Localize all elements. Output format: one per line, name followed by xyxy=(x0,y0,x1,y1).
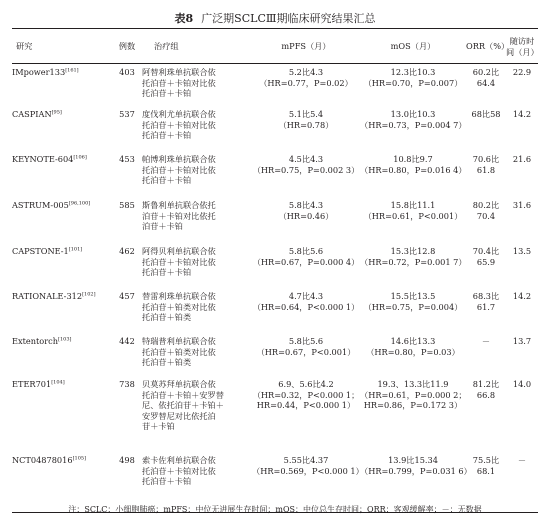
cell-mpfs xyxy=(252,63,360,105)
mpfs-value: 5.55比4.37 xyxy=(283,455,329,465)
cell-study xyxy=(12,150,112,196)
cell-orr: 68比58 xyxy=(471,109,501,119)
regimen-line: 托泊苷＋卡铂对比依 xyxy=(142,465,216,476)
reference-superscript: [96,100] xyxy=(68,200,91,207)
mpfs-value: 5.8比4.3 xyxy=(288,200,324,210)
cell-mpfs xyxy=(252,150,360,196)
regimen-line: 阿替利珠单抗联合依 xyxy=(142,67,216,77)
cell-study xyxy=(12,375,112,451)
reference-superscript: [103] xyxy=(58,336,72,343)
mpfs-value: 6.9、5.6比4.2 xyxy=(278,379,334,389)
regimen-line: 托泊苷＋卡铂对比依 xyxy=(142,77,216,88)
cell-mos xyxy=(360,63,466,105)
cell-mos xyxy=(360,150,466,196)
cell-regimen xyxy=(142,150,252,196)
col-header-regimen: 治疗组 xyxy=(154,41,179,52)
mos-value: 12.3比10.3 xyxy=(390,67,436,77)
mos-stat: （HR=0.70，P=0.007） xyxy=(363,77,463,88)
mos-value: 15.5比13.5 xyxy=(390,291,436,301)
cell-n: 498 xyxy=(119,455,135,465)
mos-stat: （HR=0.80，P=0.016 4） xyxy=(360,164,467,175)
cell-regimen xyxy=(142,287,252,332)
cell-followup: 14.0 xyxy=(512,379,532,389)
mpfs-value: 5.2比4.3 xyxy=(288,67,324,77)
cell-mos xyxy=(360,375,466,451)
study-name: IMpower133 xyxy=(12,67,66,77)
regimen-line: 尼、依托泊苷＋卡铂＋ xyxy=(142,400,224,410)
regimen-line: 托泊苷＋铂类 xyxy=(142,357,192,367)
cell-mos xyxy=(360,332,466,375)
cell-n: 453 xyxy=(119,154,135,164)
mos-stat: （HR=0.73，P=0.004 7） xyxy=(360,119,467,130)
mpfs-value: 5.8比5.6 xyxy=(288,246,324,256)
table-row xyxy=(12,63,538,105)
regimen-line: 帕博利珠单抗联合依 xyxy=(142,154,216,164)
regimen-line: 贝莫苏拜单抗联合依 xyxy=(142,379,216,389)
mos-stat: （HR=0.80，P=0.03） xyxy=(366,346,460,357)
mpfs-value: 4.7比4.3 xyxy=(288,291,324,301)
header-row xyxy=(12,30,538,63)
reference-superscript: [102] xyxy=(82,291,96,298)
cell-n: 537 xyxy=(119,109,135,119)
mos-stat: （HR=0.61，P<0.001） xyxy=(363,210,463,221)
regimen-line: 托泊苷＋卡铂对比依 xyxy=(142,119,216,130)
cell-followup: 13.5 xyxy=(512,246,532,256)
table-row xyxy=(12,196,538,242)
mos-value: 15.3比12.8 xyxy=(390,246,436,256)
mos-value: 13.9比15.34 xyxy=(388,455,438,465)
regimen-line: 泊苷＋卡铂 xyxy=(142,221,183,231)
cell-n: 403 xyxy=(119,67,135,77)
table-row xyxy=(12,150,538,196)
cell-orr: 60.2比64.4 xyxy=(472,67,500,88)
cell-mpfs xyxy=(252,196,360,242)
cell-study xyxy=(12,287,112,332)
mpfs-stat: （HR=0.77，P=0.02） xyxy=(259,77,353,88)
regimen-line: 托泊苷＋卡铂＋安罗替 xyxy=(142,389,224,400)
col-header-mos: mOS（月） xyxy=(390,41,436,52)
cell-mpfs xyxy=(252,105,360,150)
mpfs-value: 4.5比4.3 xyxy=(288,154,324,164)
study-name: CASPIAN xyxy=(12,109,52,119)
cell-followup: 14.2 xyxy=(512,291,532,301)
cell-regimen xyxy=(142,451,252,504)
mpfs-stat: （HR=0.569，P<0.000 1） xyxy=(252,465,364,476)
cell-n: 738 xyxy=(119,379,135,389)
regimen-line: 托泊苷＋卡铂对比依 xyxy=(142,164,216,175)
regimen-line: 苷＋卡铂 xyxy=(142,421,175,431)
reference-superscript: [161] xyxy=(65,67,79,74)
regimen-line: 泊苷＋卡铂对比依托 xyxy=(142,210,216,221)
study-name: ASTRUM-005 xyxy=(12,200,69,210)
regimen-line: 安罗替尼对比依托泊 xyxy=(142,410,216,421)
regimen-line: 托泊苷＋铂类对比依 xyxy=(142,301,216,312)
cell-mos xyxy=(360,196,466,242)
cell-orr: － xyxy=(481,336,491,346)
col-header-followup: 随访时间（月） xyxy=(506,35,539,57)
cell-mpfs xyxy=(252,287,360,332)
regimen-line: 托泊苷＋铂类 xyxy=(142,312,192,322)
cell-study xyxy=(12,451,112,504)
cell-study xyxy=(12,242,112,287)
cell-mos xyxy=(360,451,472,504)
reference-superscript: [105] xyxy=(72,455,87,462)
regimen-line: 特瑞普利单抗联合依 xyxy=(142,336,216,346)
mpfs-value: 5.1比5.4 xyxy=(288,109,324,119)
results-table xyxy=(12,30,538,504)
cell-mos xyxy=(360,105,466,150)
cell-n: 457 xyxy=(119,291,135,301)
reference-superscript: [106] xyxy=(73,154,87,161)
mpfs-stat: （HR=0.32，P<0.000 1； xyxy=(252,389,360,400)
reference-superscript: [101] xyxy=(68,246,83,253)
reference-superscript: [95] xyxy=(51,109,62,116)
cell-n: 462 xyxy=(119,246,135,256)
cell-followup: 14.2 xyxy=(512,109,532,119)
mos-stat: （HR=0.75，P=0.004） xyxy=(363,301,463,312)
regimen-line: 托泊苷＋铂类对比依 xyxy=(142,346,216,357)
mpfs-stat: （HR=0.64，P<0.000 1） xyxy=(252,301,360,312)
cell-followup: 22.9 xyxy=(512,67,532,77)
table-row xyxy=(12,451,538,504)
cell-mpfs xyxy=(252,332,360,375)
cell-n: 585 xyxy=(119,200,135,210)
mos-value: 15.8比11.1 xyxy=(390,200,436,210)
col-header-orr: ORR（%） xyxy=(466,41,510,52)
cell-study xyxy=(12,332,112,375)
study-name: KEYNOTE-604 xyxy=(12,154,74,164)
cell-followup: 13.7 xyxy=(512,336,532,346)
mpfs-stat: （HR=0.78） xyxy=(278,119,334,130)
cell-study xyxy=(12,105,112,150)
regimen-line: 替雷利珠单抗联合依 xyxy=(142,291,216,301)
cell-mpfs xyxy=(252,242,360,287)
cell-study xyxy=(12,63,112,105)
cell-study xyxy=(12,196,112,242)
cell-regimen xyxy=(142,105,252,150)
reference-superscript: [104] xyxy=(51,379,65,386)
table-row xyxy=(12,332,538,375)
regimen-line: 托泊苷＋卡铂 xyxy=(142,175,192,185)
cell-mos xyxy=(360,287,466,332)
cell-orr: 70.4比65.9 xyxy=(472,246,500,267)
mos-value: 14.6比13.3 xyxy=(390,336,436,346)
mos-stat-line2: HR=0.86，P=0.172 3） xyxy=(363,400,463,410)
mpfs-stat: （HR=0.67，P=0.000 4） xyxy=(252,256,360,267)
mpfs-stat: （HR=0.75，P=0.002 3） xyxy=(252,164,360,175)
mos-stat: （HR=0.72，P=0.001 7） xyxy=(360,256,467,267)
mos-stat: （HR=0.61，P=0.000 2； xyxy=(360,389,467,400)
cell-orr: 75.5比68.1 xyxy=(472,455,500,476)
cell-mpfs xyxy=(252,375,360,451)
study-name: RATIONALE-312 xyxy=(12,291,83,301)
cell-regimen xyxy=(142,196,252,242)
cell-n: 442 xyxy=(119,336,135,346)
table-caption xyxy=(0,10,550,26)
cell-followup: － xyxy=(517,455,527,465)
cell-mos xyxy=(360,242,466,287)
regimen-line: 托泊苷＋卡铂 xyxy=(142,267,192,277)
regimen-line: 斯鲁利单抗联合依托 xyxy=(142,200,216,210)
mos-stat: （HR=0.799，P=0.031 6） xyxy=(360,465,472,476)
table-footnote: 注：SCLC：小细胞肺癌；mPFS：中位无进展生存时间；mOS：中位总生存时间；ORR：客观缓解率；－：无数据 xyxy=(68,505,482,514)
cell-orr: 80.2比70.4 xyxy=(472,200,500,221)
mpfs-stat: （HR=0.46） xyxy=(278,210,334,221)
cell-regimen xyxy=(142,332,252,375)
table-row xyxy=(12,105,538,150)
regimen-line: 度伐利尤单抗联合依 xyxy=(142,109,216,119)
regimen-line: 托泊苷＋卡铂 xyxy=(142,130,192,140)
regimen-line: 阿得贝利单抗联合依 xyxy=(142,246,216,256)
cell-orr: 81.2比66.8 xyxy=(472,379,500,400)
col-header-study: 研究 xyxy=(16,41,33,52)
cell-orr: 70.6比61.8 xyxy=(472,154,500,175)
study-name: ETER701 xyxy=(12,379,52,389)
cell-orr: 68.3比61.7 xyxy=(472,291,500,312)
mpfs-stat-line2: HR=0.44，P<0.000 1） xyxy=(256,400,356,410)
cell-regimen xyxy=(142,242,252,287)
table-label: 表8 xyxy=(174,12,194,25)
regimen-line: 托泊苷＋卡铂对比依 xyxy=(142,256,216,267)
cell-followup: 21.6 xyxy=(512,154,532,164)
regimen-line: 托泊苷＋卡铂 xyxy=(142,88,192,98)
table-row xyxy=(12,242,538,287)
mos-value: 13.0比10.3 xyxy=(390,109,436,119)
cell-followup: 31.6 xyxy=(512,200,532,210)
table-row xyxy=(12,287,538,332)
regimen-line: 索卡佐利单抗联合依 xyxy=(142,455,216,465)
mos-value: 10.8比9.7 xyxy=(393,154,433,164)
table-row xyxy=(12,375,538,451)
mpfs-stat: （HR=0.67，P<0.001） xyxy=(256,346,356,357)
table-body xyxy=(12,63,538,504)
regimen-line: 托泊苷＋卡铂 xyxy=(142,476,192,486)
col-header-mpfs: mPFS（月） xyxy=(281,41,331,52)
study-name: CAPSTONE-1 xyxy=(12,246,69,256)
cell-regimen xyxy=(142,63,252,105)
cell-mpfs xyxy=(252,451,364,504)
mpfs-value: 5.8比5.6 xyxy=(288,336,324,346)
cell-regimen xyxy=(142,375,252,451)
study-name: NCT04878016 xyxy=(12,455,73,465)
mos-value: 19.3、13.3比11.9 xyxy=(377,379,449,389)
table-title: 广泛期SCLCⅢ期临床研究结果汇总 xyxy=(201,12,376,25)
study-name: Extentorch xyxy=(12,336,58,346)
col-header-n: 例数 xyxy=(118,41,136,52)
